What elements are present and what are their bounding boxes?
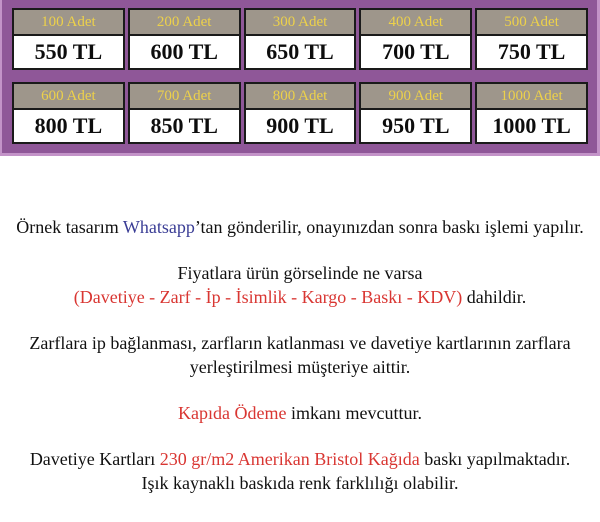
note-text: Fiyatlara ürün görselinde ne varsa — [177, 263, 423, 283]
quantity-header: 400 Adet — [361, 10, 470, 36]
price-value: 1000 TL — [477, 110, 586, 142]
quantity-header: 800 Adet — [246, 84, 355, 110]
note-text: ’tan gönderilir, onayınızdan sonra baskı işlemi yapılır. — [194, 217, 584, 237]
note-text: baskı yapılmaktadır. — [419, 449, 571, 469]
price-value: 950 TL — [361, 110, 470, 142]
note-text: Örnek tasarım — [16, 217, 123, 237]
quantity-header: 500 Adet — [477, 10, 586, 36]
price-column — [12, 82, 125, 144]
price-column — [128, 82, 241, 144]
note-text: Davetiye Kartları — [29, 449, 160, 469]
note-customer-responsibility — [4, 331, 596, 379]
price-value: 600 TL — [130, 36, 239, 68]
note-text: Zarflara ip bağlanması, zarfların katlanması ve davetiye kartlarının zarflara — [29, 333, 571, 353]
price-column — [244, 8, 357, 70]
quantity-header: 200 Adet — [130, 10, 239, 36]
note-text: Işık kaynaklı baskıda renk farklılığı olabilir. — [141, 473, 459, 493]
whatsapp-link[interactable]: Whatsapp — [122, 217, 195, 237]
note-price-includes — [4, 261, 596, 309]
price-value: 900 TL — [246, 110, 355, 142]
price-value: 850 TL — [130, 110, 239, 142]
note-paper-type — [4, 447, 596, 495]
note-text: imkanı mevcuttur. — [286, 403, 422, 423]
quantity-header: 900 Adet — [361, 84, 470, 110]
price-column — [475, 8, 588, 70]
note-paper-highlight: 230 gr/m2 Amerikan Bristol Kağıda — [159, 449, 420, 469]
quantity-header: 700 Adet — [130, 84, 239, 110]
price-value: 650 TL — [246, 36, 355, 68]
price-table-row-1 — [12, 8, 588, 70]
pricing-banner — [0, 0, 600, 156]
price-column — [359, 8, 472, 70]
quantity-header: 300 Adet — [246, 10, 355, 36]
note-included-items: (Davetiye - Zarf - İp - İsimlik - Kargo - Baskı - KDV) — [73, 287, 463, 307]
note-cod-highlight: Kapıda Ödeme — [178, 403, 287, 423]
price-column — [475, 82, 588, 144]
notes-section — [0, 156, 600, 495]
price-table-row-2 — [12, 82, 588, 144]
price-value: 550 TL — [14, 36, 123, 68]
price-column — [244, 82, 357, 144]
note-cash-on-delivery — [4, 401, 596, 425]
quantity-header: 1000 Adet — [477, 84, 586, 110]
quantity-header: 600 Adet — [14, 84, 123, 110]
price-column — [128, 8, 241, 70]
note-text: yerleştirilmesi müşteriye aittir. — [189, 357, 411, 377]
quantity-header: 100 Adet — [14, 10, 123, 36]
price-value: 800 TL — [14, 110, 123, 142]
price-column — [359, 82, 472, 144]
price-value: 750 TL — [477, 36, 586, 68]
note-sample-design — [4, 215, 596, 239]
price-column — [12, 8, 125, 70]
note-text: dahildir. — [462, 287, 527, 307]
price-value: 700 TL — [361, 36, 470, 68]
